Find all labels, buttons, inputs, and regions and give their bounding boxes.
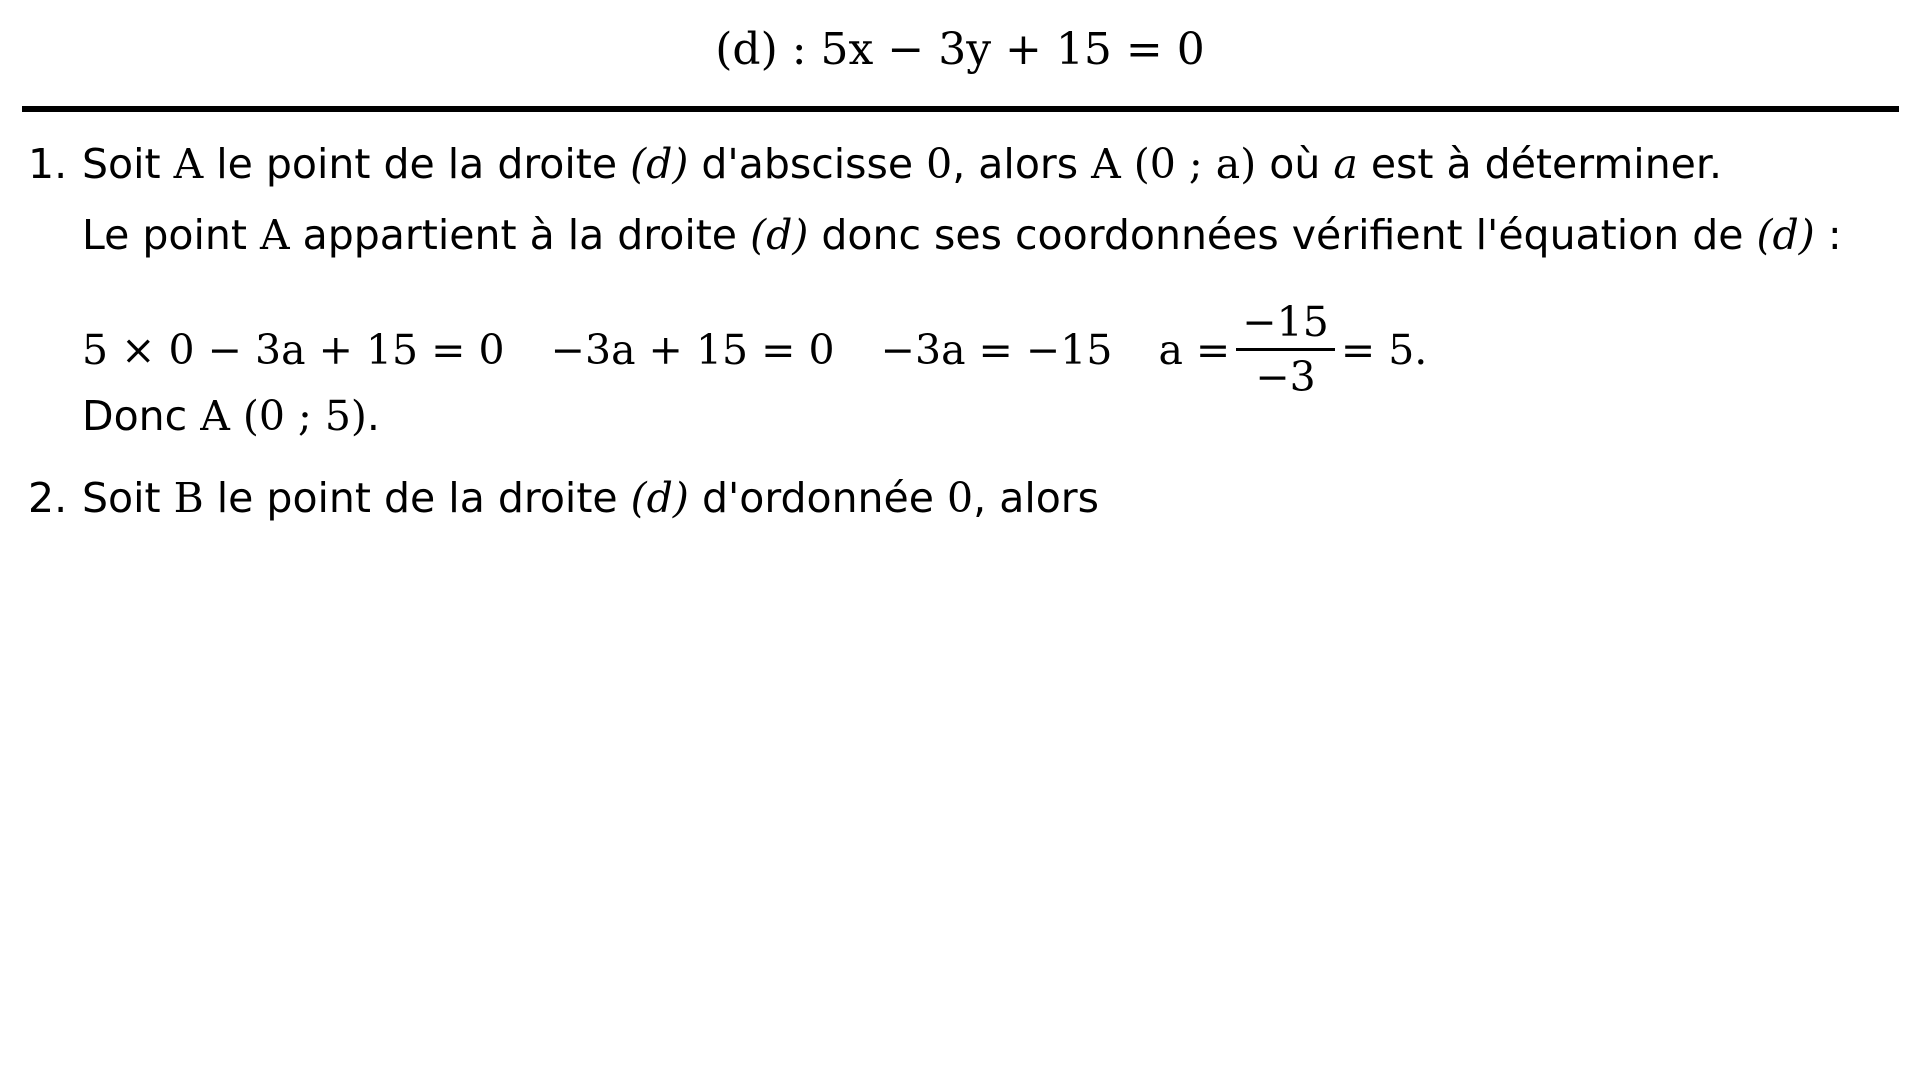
conclusion-text-2: . <box>366 392 380 440</box>
item-1-intro-text-4: , alors <box>952 140 1092 188</box>
item-1-intro-text-2: le point de la droite <box>203 140 631 188</box>
item-1-line2-text-3: donc ses coordonnées vérifient l'équation de <box>808 211 1757 259</box>
item-2-number: 2. <box>28 474 68 522</box>
item-1-variable-a: a <box>1333 140 1358 188</box>
item-1-zero: 0 <box>926 140 953 188</box>
equation-step-4-lhs: a = <box>1158 326 1231 374</box>
conclusion-text-1: Donc <box>82 392 201 440</box>
item-2-line-d: (d) <box>630 474 689 522</box>
item-2-intro-text-3: d'ordonnée <box>688 474 948 522</box>
item-1-intro-text-5: où <box>1256 140 1334 188</box>
equation-step-1: 5 × 0 − 3a + 15 = 0 <box>82 326 505 374</box>
item-2-point-b: B <box>173 474 204 522</box>
item-2-intro-text-1: Soit <box>82 474 174 522</box>
item-1-conclusion <box>82 390 380 442</box>
item-1-point-a: A <box>173 140 204 188</box>
fraction-denominator: −3 <box>1255 353 1316 401</box>
equation-step-3: −3a = −15 <box>880 326 1113 374</box>
item-1-intro-text-3: d'abscisse <box>688 140 927 188</box>
header-divider <box>22 106 1899 112</box>
equation-step-4-rhs: = 5. <box>1340 326 1428 374</box>
item-1-line2-text-2: appartient à la droite <box>289 211 751 259</box>
item-2-zero: 0 <box>947 474 974 522</box>
item-1-line2-text-1: Le point <box>82 211 260 259</box>
item-1-line2-d2: (d) <box>1756 211 1815 259</box>
item-2-intro-text-4: , alors <box>973 474 1100 522</box>
item-1-line-d: (d) <box>630 140 689 188</box>
item-1-membership-line <box>82 209 1842 261</box>
equation-step-2: −3a + 15 = 0 <box>550 326 835 374</box>
item-2-intro <box>82 472 1099 524</box>
item-1-intro-text-1: Soit <box>82 140 174 188</box>
fraction <box>1236 296 1335 403</box>
item-1-line2-point-a: A <box>259 211 290 259</box>
conclusion-result: A (0 ; 5) <box>200 392 367 440</box>
item-1-number: 1. <box>28 140 68 188</box>
fraction-numerator: −15 <box>1242 298 1329 346</box>
item-2-intro-text-2: le point de la droite <box>203 474 631 522</box>
item-1-line2-text-4: : <box>1814 211 1842 259</box>
item-1-intro <box>82 138 1722 190</box>
item-1-line2-d1: (d) <box>750 211 809 259</box>
header-equation: (d) : 5x − 3y + 15 = 0 <box>715 24 1205 75</box>
item-1-intro-text-6: est à déterminer. <box>1357 140 1723 188</box>
item-1-coords: A (0 ; a) <box>1091 140 1257 188</box>
